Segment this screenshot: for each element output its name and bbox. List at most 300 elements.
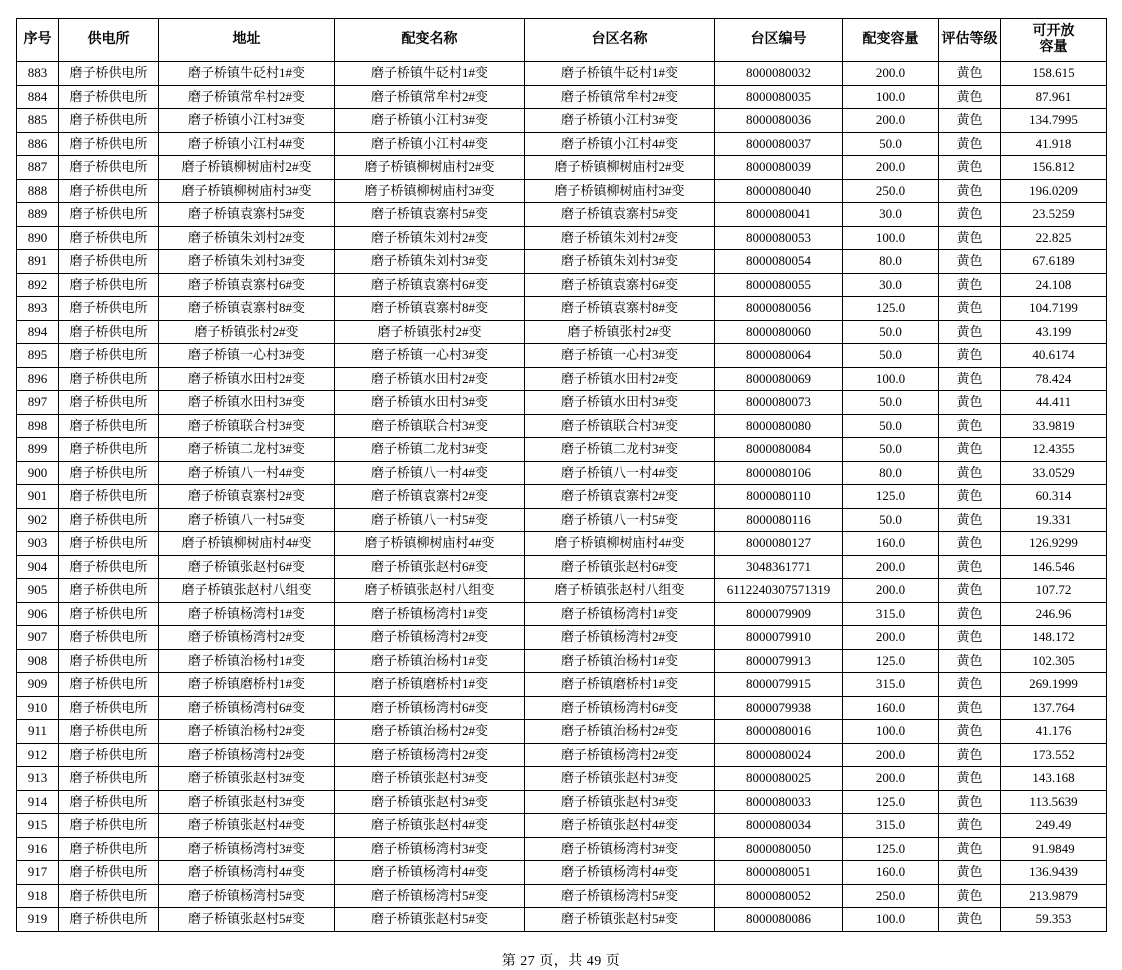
cell-capacity: 200.0 xyxy=(843,156,939,180)
header-available-capacity-line1: 可开放 xyxy=(1032,23,1075,39)
cell-area-code: 6112240307571319 xyxy=(715,579,843,603)
cell-grade: 黄色 xyxy=(939,391,1001,415)
cell-transformer-name: 磨子桥镇张赵村4#变 xyxy=(335,814,525,838)
cell-address: 磨子桥镇二龙村3#变 xyxy=(159,438,335,462)
cell-grade: 黄色 xyxy=(939,226,1001,250)
cell-area-name: 磨子桥镇水田村3#变 xyxy=(525,391,715,415)
table-row xyxy=(17,555,1107,579)
cell-supply-station: 磨子桥供电所 xyxy=(59,649,159,673)
cell-area-name: 磨子桥镇张赵村八组变 xyxy=(525,579,715,603)
cell-supply-station: 磨子桥供电所 xyxy=(59,391,159,415)
header-available-capacity-line2: 容量 xyxy=(1039,40,1068,55)
cell-area-name: 磨子桥镇治杨村2#变 xyxy=(525,720,715,744)
cell-transformer-name: 磨子桥镇袁寨村2#变 xyxy=(335,485,525,509)
cell-area-code: 8000080084 xyxy=(715,438,843,462)
header-area-code: 台区编号 xyxy=(715,19,843,62)
cell-address: 磨子桥镇治杨村1#变 xyxy=(159,649,335,673)
cell-area-code: 8000080037 xyxy=(715,132,843,156)
cell-available-capacity: 43.199 xyxy=(1001,320,1107,344)
cell-supply-station: 磨子桥供电所 xyxy=(59,790,159,814)
cell-capacity: 160.0 xyxy=(843,861,939,885)
header-transformer-name: 配变名称 xyxy=(335,19,525,62)
cell-address: 磨子桥镇杨湾村5#变 xyxy=(159,884,335,908)
cell-grade: 黄色 xyxy=(939,179,1001,203)
header-area-name: 台区名称 xyxy=(525,19,715,62)
cell-seq: 893 xyxy=(17,297,59,321)
cell-seq: 886 xyxy=(17,132,59,156)
cell-supply-station: 磨子桥供电所 xyxy=(59,884,159,908)
cell-area-name: 磨子桥镇杨湾村2#变 xyxy=(525,626,715,650)
cell-area-name: 磨子桥镇常牟村2#变 xyxy=(525,85,715,109)
cell-seq: 912 xyxy=(17,743,59,767)
cell-address: 磨子桥镇袁寨村5#变 xyxy=(159,203,335,227)
cell-supply-station: 磨子桥供电所 xyxy=(59,743,159,767)
cell-available-capacity: 41.176 xyxy=(1001,720,1107,744)
cell-grade: 黄色 xyxy=(939,156,1001,180)
cell-available-capacity: 196.0209 xyxy=(1001,179,1107,203)
cell-address: 磨子桥镇治杨村2#变 xyxy=(159,720,335,744)
cell-capacity: 200.0 xyxy=(843,555,939,579)
cell-area-name: 磨子桥镇朱刘村2#变 xyxy=(525,226,715,250)
cell-grade: 黄色 xyxy=(939,579,1001,603)
cell-transformer-name: 磨子桥镇小江村3#变 xyxy=(335,109,525,133)
cell-seq: 905 xyxy=(17,579,59,603)
cell-grade: 黄色 xyxy=(939,649,1001,673)
header-capacity: 配变容量 xyxy=(843,19,939,62)
table-row xyxy=(17,297,1107,321)
cell-capacity: 50.0 xyxy=(843,391,939,415)
cell-capacity: 100.0 xyxy=(843,908,939,932)
table-row xyxy=(17,861,1107,885)
cell-available-capacity: 44.411 xyxy=(1001,391,1107,415)
cell-address: 磨子桥镇袁寨村8#变 xyxy=(159,297,335,321)
page-footer: 第 27 页，共 49 页 xyxy=(501,953,621,969)
cell-supply-station: 磨子桥供电所 xyxy=(59,62,159,86)
cell-seq: 888 xyxy=(17,179,59,203)
cell-area-code: 8000080036 xyxy=(715,109,843,133)
cell-grade: 黄色 xyxy=(939,438,1001,462)
cell-available-capacity: 136.9439 xyxy=(1001,861,1107,885)
cell-capacity: 50.0 xyxy=(843,414,939,438)
table-row xyxy=(17,438,1107,462)
cell-address: 磨子桥镇柳树庙村2#变 xyxy=(159,156,335,180)
cell-capacity: 125.0 xyxy=(843,837,939,861)
cell-transformer-name: 磨子桥镇杨湾村2#变 xyxy=(335,626,525,650)
cell-grade: 黄色 xyxy=(939,814,1001,838)
cell-capacity: 30.0 xyxy=(843,203,939,227)
cell-transformer-name: 磨子桥镇八一村5#变 xyxy=(335,508,525,532)
cell-available-capacity: 213.9879 xyxy=(1001,884,1107,908)
cell-available-capacity: 59.353 xyxy=(1001,908,1107,932)
cell-area-code: 8000080024 xyxy=(715,743,843,767)
cell-transformer-name: 磨子桥镇杨湾村4#变 xyxy=(335,861,525,885)
cell-grade: 黄色 xyxy=(939,790,1001,814)
cell-capacity: 50.0 xyxy=(843,508,939,532)
cell-supply-station: 磨子桥供电所 xyxy=(59,132,159,156)
cell-seq: 887 xyxy=(17,156,59,180)
table-row xyxy=(17,767,1107,791)
cell-area-name: 磨子桥镇柳树庙村4#变 xyxy=(525,532,715,556)
cell-area-name: 磨子桥镇袁寨村6#变 xyxy=(525,273,715,297)
cell-supply-station: 磨子桥供电所 xyxy=(59,179,159,203)
cell-area-name: 磨子桥镇八一村5#变 xyxy=(525,508,715,532)
cell-available-capacity: 173.552 xyxy=(1001,743,1107,767)
cell-available-capacity: 134.7995 xyxy=(1001,109,1107,133)
cell-available-capacity: 269.1999 xyxy=(1001,673,1107,697)
cell-address: 磨子桥镇张赵村3#变 xyxy=(159,790,335,814)
cell-area-code: 8000080106 xyxy=(715,461,843,485)
cell-available-capacity: 148.172 xyxy=(1001,626,1107,650)
cell-supply-station: 磨子桥供电所 xyxy=(59,579,159,603)
cell-seq: 902 xyxy=(17,508,59,532)
cell-available-capacity: 22.825 xyxy=(1001,226,1107,250)
cell-area-name: 磨子桥镇水田村2#变 xyxy=(525,367,715,391)
cell-seq: 918 xyxy=(17,884,59,908)
cell-transformer-name: 磨子桥镇张赵村5#变 xyxy=(335,908,525,932)
cell-available-capacity: 33.9819 xyxy=(1001,414,1107,438)
cell-transformer-name: 磨子桥镇水田村3#变 xyxy=(335,391,525,415)
cell-seq: 901 xyxy=(17,485,59,509)
cell-capacity: 125.0 xyxy=(843,790,939,814)
cell-transformer-name: 磨子桥镇朱刘村2#变 xyxy=(335,226,525,250)
cell-supply-station: 磨子桥供电所 xyxy=(59,320,159,344)
cell-area-name: 磨子桥镇杨湾村2#变 xyxy=(525,743,715,767)
cell-supply-station: 磨子桥供电所 xyxy=(59,367,159,391)
cell-grade: 黄色 xyxy=(939,62,1001,86)
cell-transformer-name: 磨子桥镇水田村2#变 xyxy=(335,367,525,391)
cell-capacity: 80.0 xyxy=(843,461,939,485)
table-row xyxy=(17,673,1107,697)
cell-capacity: 30.0 xyxy=(843,273,939,297)
cell-capacity: 200.0 xyxy=(843,767,939,791)
cell-available-capacity: 113.5639 xyxy=(1001,790,1107,814)
cell-supply-station: 磨子桥供电所 xyxy=(59,767,159,791)
cell-seq: 891 xyxy=(17,250,59,274)
cell-supply-station: 磨子桥供电所 xyxy=(59,555,159,579)
cell-transformer-name: 磨子桥镇磨桥村1#变 xyxy=(335,673,525,697)
cell-address: 磨子桥镇常牟村2#变 xyxy=(159,85,335,109)
cell-grade: 黄色 xyxy=(939,696,1001,720)
cell-transformer-name: 磨子桥镇张赵村6#变 xyxy=(335,555,525,579)
cell-capacity: 100.0 xyxy=(843,720,939,744)
cell-address: 磨子桥镇水田村3#变 xyxy=(159,391,335,415)
cell-grade: 黄色 xyxy=(939,555,1001,579)
cell-area-name: 磨子桥镇小江村4#变 xyxy=(525,132,715,156)
table-row xyxy=(17,837,1107,861)
cell-supply-station: 磨子桥供电所 xyxy=(59,461,159,485)
cell-area-code: 8000079913 xyxy=(715,649,843,673)
cell-address: 磨子桥镇杨湾村2#变 xyxy=(159,743,335,767)
cell-transformer-name: 磨子桥镇柳树庙村2#变 xyxy=(335,156,525,180)
cell-capacity: 100.0 xyxy=(843,85,939,109)
cell-address: 磨子桥镇杨湾村1#变 xyxy=(159,602,335,626)
cell-area-code: 8000080050 xyxy=(715,837,843,861)
table-row xyxy=(17,649,1107,673)
cell-grade: 黄色 xyxy=(939,461,1001,485)
table-row xyxy=(17,743,1107,767)
cell-address: 磨子桥镇杨湾村3#变 xyxy=(159,837,335,861)
cell-area-name: 磨子桥镇二龙村3#变 xyxy=(525,438,715,462)
table-body xyxy=(17,62,1107,932)
cell-area-code: 8000080040 xyxy=(715,179,843,203)
table-row xyxy=(17,226,1107,250)
cell-capacity: 315.0 xyxy=(843,602,939,626)
cell-capacity: 200.0 xyxy=(843,62,939,86)
cell-area-code: 8000080069 xyxy=(715,367,843,391)
cell-available-capacity: 33.0529 xyxy=(1001,461,1107,485)
cell-area-code: 8000080033 xyxy=(715,790,843,814)
cell-address: 磨子桥镇张赵村4#变 xyxy=(159,814,335,838)
cell-grade: 黄色 xyxy=(939,743,1001,767)
cell-available-capacity: 146.546 xyxy=(1001,555,1107,579)
cell-capacity: 50.0 xyxy=(843,344,939,368)
cell-area-name: 磨子桥镇张赵村5#变 xyxy=(525,908,715,932)
cell-available-capacity: 104.7199 xyxy=(1001,297,1107,321)
cell-address: 磨子桥镇朱刘村2#变 xyxy=(159,226,335,250)
header-available-capacity xyxy=(1001,19,1107,62)
cell-grade: 黄色 xyxy=(939,626,1001,650)
cell-area-code: 8000080051 xyxy=(715,861,843,885)
cell-transformer-name: 磨子桥镇杨湾村3#变 xyxy=(335,837,525,861)
cell-transformer-name: 磨子桥镇牛砭村1#变 xyxy=(335,62,525,86)
cell-available-capacity: 24.108 xyxy=(1001,273,1107,297)
cell-transformer-name: 磨子桥镇杨湾村5#变 xyxy=(335,884,525,908)
cell-seq: 884 xyxy=(17,85,59,109)
cell-seq: 899 xyxy=(17,438,59,462)
cell-grade: 黄色 xyxy=(939,884,1001,908)
cell-area-code: 8000080052 xyxy=(715,884,843,908)
cell-supply-station: 磨子桥供电所 xyxy=(59,85,159,109)
cell-seq: 914 xyxy=(17,790,59,814)
cell-capacity: 125.0 xyxy=(843,649,939,673)
cell-area-name: 磨子桥镇杨湾村3#变 xyxy=(525,837,715,861)
header-grade: 评估等级 xyxy=(939,19,1001,62)
cell-address: 磨子桥镇一心村3#变 xyxy=(159,344,335,368)
cell-capacity: 200.0 xyxy=(843,109,939,133)
table-row xyxy=(17,320,1107,344)
table-row xyxy=(17,908,1107,932)
cell-area-name: 磨子桥镇袁寨村5#变 xyxy=(525,203,715,227)
table-row xyxy=(17,579,1107,603)
cell-grade: 黄色 xyxy=(939,273,1001,297)
cell-supply-station: 磨子桥供电所 xyxy=(59,273,159,297)
cell-seq: 889 xyxy=(17,203,59,227)
cell-capacity: 200.0 xyxy=(843,579,939,603)
cell-transformer-name: 磨子桥镇治杨村1#变 xyxy=(335,649,525,673)
cell-area-name: 磨子桥镇张赵村3#变 xyxy=(525,790,715,814)
table-row xyxy=(17,508,1107,532)
cell-grade: 黄色 xyxy=(939,508,1001,532)
cell-area-code: 8000080080 xyxy=(715,414,843,438)
cell-supply-station: 磨子桥供电所 xyxy=(59,156,159,180)
table-row xyxy=(17,250,1107,274)
cell-grade: 黄色 xyxy=(939,767,1001,791)
cell-capacity: 315.0 xyxy=(843,814,939,838)
cell-area-code: 8000080039 xyxy=(715,156,843,180)
cell-area-name: 磨子桥镇牛砭村1#变 xyxy=(525,62,715,86)
cell-area-name: 磨子桥镇张赵村4#变 xyxy=(525,814,715,838)
cell-transformer-name: 磨子桥镇杨湾村2#变 xyxy=(335,743,525,767)
cell-area-name: 磨子桥镇张赵村6#变 xyxy=(525,555,715,579)
cell-supply-station: 磨子桥供电所 xyxy=(59,203,159,227)
table-row xyxy=(17,203,1107,227)
table-row xyxy=(17,156,1107,180)
cell-supply-station: 磨子桥供电所 xyxy=(59,908,159,932)
cell-seq: 919 xyxy=(17,908,59,932)
cell-capacity: 200.0 xyxy=(843,743,939,767)
cell-available-capacity: 156.812 xyxy=(1001,156,1107,180)
cell-address: 磨子桥镇张赵村5#变 xyxy=(159,908,335,932)
cell-address: 磨子桥镇杨湾村4#变 xyxy=(159,861,335,885)
header-address: 地址 xyxy=(159,19,335,62)
cell-transformer-name: 磨子桥镇柳树庙村4#变 xyxy=(335,532,525,556)
cell-available-capacity: 143.168 xyxy=(1001,767,1107,791)
cell-supply-station: 磨子桥供电所 xyxy=(59,109,159,133)
cell-address: 磨子桥镇张村2#变 xyxy=(159,320,335,344)
cell-address: 磨子桥镇八一村5#变 xyxy=(159,508,335,532)
cell-area-name: 磨子桥镇朱刘村3#变 xyxy=(525,250,715,274)
cell-address: 磨子桥镇水田村2#变 xyxy=(159,367,335,391)
cell-area-code: 8000080032 xyxy=(715,62,843,86)
cell-area-code: 8000079915 xyxy=(715,673,843,697)
cell-available-capacity: 23.5259 xyxy=(1001,203,1107,227)
cell-seq: 915 xyxy=(17,814,59,838)
cell-seq: 903 xyxy=(17,532,59,556)
cell-grade: 黄色 xyxy=(939,532,1001,556)
cell-grade: 黄色 xyxy=(939,297,1001,321)
cell-seq: 885 xyxy=(17,109,59,133)
cell-supply-station: 磨子桥供电所 xyxy=(59,508,159,532)
cell-area-name: 磨子桥镇八一村4#变 xyxy=(525,461,715,485)
table-row xyxy=(17,391,1107,415)
cell-supply-station: 磨子桥供电所 xyxy=(59,837,159,861)
cell-seq: 917 xyxy=(17,861,59,885)
cell-available-capacity: 41.918 xyxy=(1001,132,1107,156)
cell-capacity: 200.0 xyxy=(843,626,939,650)
cell-seq: 898 xyxy=(17,414,59,438)
cell-area-name: 磨子桥镇袁寨村8#变 xyxy=(525,297,715,321)
cell-address: 磨子桥镇杨湾村2#变 xyxy=(159,626,335,650)
cell-transformer-name: 磨子桥镇柳树庙村3#变 xyxy=(335,179,525,203)
cell-grade: 黄色 xyxy=(939,85,1001,109)
cell-area-code: 8000080060 xyxy=(715,320,843,344)
cell-seq: 913 xyxy=(17,767,59,791)
cell-available-capacity: 102.305 xyxy=(1001,649,1107,673)
cell-address: 磨子桥镇张赵村6#变 xyxy=(159,555,335,579)
cell-transformer-name: 磨子桥镇联合村3#变 xyxy=(335,414,525,438)
cell-area-name: 磨子桥镇杨湾村1#变 xyxy=(525,602,715,626)
table-row xyxy=(17,602,1107,626)
cell-available-capacity: 246.96 xyxy=(1001,602,1107,626)
cell-area-name: 磨子桥镇杨湾村6#变 xyxy=(525,696,715,720)
cell-supply-station: 磨子桥供电所 xyxy=(59,250,159,274)
cell-seq: 907 xyxy=(17,626,59,650)
cell-available-capacity: 158.615 xyxy=(1001,62,1107,86)
cell-area-code: 8000080086 xyxy=(715,908,843,932)
cell-area-code: 8000080056 xyxy=(715,297,843,321)
cell-available-capacity: 91.9849 xyxy=(1001,837,1107,861)
table-row xyxy=(17,414,1107,438)
cell-seq: 897 xyxy=(17,391,59,415)
cell-grade: 黄色 xyxy=(939,250,1001,274)
table-row xyxy=(17,720,1107,744)
cell-area-code: 8000080116 xyxy=(715,508,843,532)
cell-area-code: 8000080127 xyxy=(715,532,843,556)
cell-transformer-name: 磨子桥镇常牟村2#变 xyxy=(335,85,525,109)
cell-grade: 黄色 xyxy=(939,673,1001,697)
cell-transformer-name: 磨子桥镇张赵村3#变 xyxy=(335,767,525,791)
cell-address: 磨子桥镇柳树庙村3#变 xyxy=(159,179,335,203)
cell-supply-station: 磨子桥供电所 xyxy=(59,485,159,509)
cell-grade: 黄色 xyxy=(939,344,1001,368)
cell-address: 磨子桥镇袁寨村2#变 xyxy=(159,485,335,509)
table-row xyxy=(17,790,1107,814)
cell-transformer-name: 磨子桥镇朱刘村3#变 xyxy=(335,250,525,274)
cell-capacity: 50.0 xyxy=(843,438,939,462)
cell-available-capacity: 78.424 xyxy=(1001,367,1107,391)
cell-supply-station: 磨子桥供电所 xyxy=(59,226,159,250)
cell-area-code: 8000080034 xyxy=(715,814,843,838)
cell-area-code: 8000080041 xyxy=(715,203,843,227)
cell-address: 磨子桥镇张赵村八组变 xyxy=(159,579,335,603)
cell-area-name: 磨子桥镇磨桥村1#变 xyxy=(525,673,715,697)
cell-capacity: 80.0 xyxy=(843,250,939,274)
cell-seq: 916 xyxy=(17,837,59,861)
cell-area-code: 8000080064 xyxy=(715,344,843,368)
cell-grade: 黄色 xyxy=(939,320,1001,344)
cell-capacity: 100.0 xyxy=(843,367,939,391)
cell-seq: 890 xyxy=(17,226,59,250)
cell-transformer-name: 磨子桥镇袁寨村5#变 xyxy=(335,203,525,227)
cell-area-name: 磨子桥镇杨湾村5#变 xyxy=(525,884,715,908)
cell-available-capacity: 137.764 xyxy=(1001,696,1107,720)
cell-supply-station: 磨子桥供电所 xyxy=(59,720,159,744)
table-row xyxy=(17,461,1107,485)
cell-supply-station: 磨子桥供电所 xyxy=(59,602,159,626)
cell-transformer-name: 磨子桥镇杨湾村1#变 xyxy=(335,602,525,626)
cell-area-name: 磨子桥镇小江村3#变 xyxy=(525,109,715,133)
cell-area-name: 磨子桥镇袁寨村2#变 xyxy=(525,485,715,509)
cell-area-code: 8000080073 xyxy=(715,391,843,415)
cell-available-capacity: 60.314 xyxy=(1001,485,1107,509)
cell-supply-station: 磨子桥供电所 xyxy=(59,532,159,556)
cell-available-capacity: 19.331 xyxy=(1001,508,1107,532)
cell-area-code: 8000080035 xyxy=(715,85,843,109)
table-row xyxy=(17,532,1107,556)
cell-area-code: 8000080025 xyxy=(715,767,843,791)
cell-supply-station: 磨子桥供电所 xyxy=(59,414,159,438)
cell-seq: 909 xyxy=(17,673,59,697)
cell-area-name: 磨子桥镇治杨村1#变 xyxy=(525,649,715,673)
table-row xyxy=(17,273,1107,297)
table-row xyxy=(17,626,1107,650)
cell-grade: 黄色 xyxy=(939,720,1001,744)
cell-grade: 黄色 xyxy=(939,602,1001,626)
cell-available-capacity: 126.9299 xyxy=(1001,532,1107,556)
cell-available-capacity: 249.49 xyxy=(1001,814,1107,838)
cell-supply-station: 磨子桥供电所 xyxy=(59,626,159,650)
table-row xyxy=(17,344,1107,368)
cell-seq: 904 xyxy=(17,555,59,579)
cell-seq: 906 xyxy=(17,602,59,626)
cell-supply-station: 磨子桥供电所 xyxy=(59,673,159,697)
cell-area-name: 磨子桥镇柳树庙村2#变 xyxy=(525,156,715,180)
cell-transformer-name: 磨子桥镇袁寨村8#变 xyxy=(335,297,525,321)
cell-seq: 896 xyxy=(17,367,59,391)
cell-transformer-name: 磨子桥镇一心村3#变 xyxy=(335,344,525,368)
cell-capacity: 125.0 xyxy=(843,297,939,321)
cell-area-code: 8000080110 xyxy=(715,485,843,509)
